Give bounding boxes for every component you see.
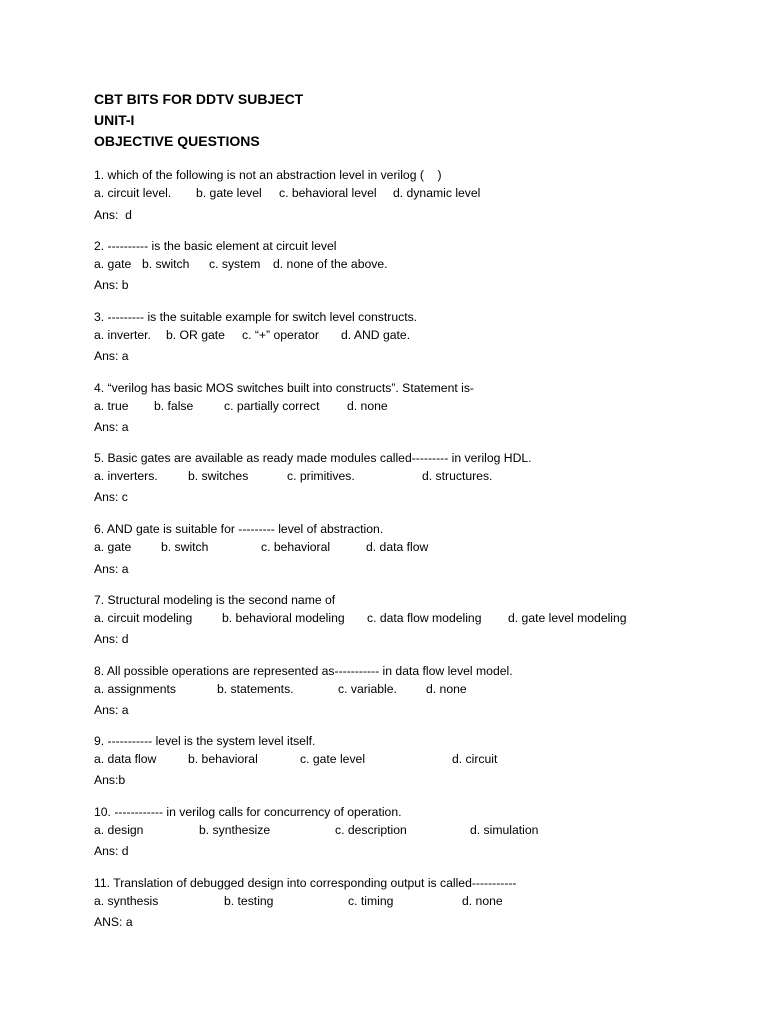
option-a: a. synthesis: [94, 894, 159, 908]
option-d: d. none: [347, 399, 388, 413]
option-c: c. behavioral: [261, 540, 331, 554]
question-text: 2. ---------- is the basic element at circuit level: [94, 239, 337, 253]
option-b: b. behavioral: [188, 752, 258, 766]
option-d: d. none of the above.: [273, 257, 388, 271]
answer-text: Ans: a: [94, 420, 129, 434]
option-a: a. design: [94, 823, 144, 837]
answer-text: Ans: d: [94, 632, 129, 646]
option-c: c. data flow modeling: [367, 611, 482, 625]
option-a: a. circuit modeling: [94, 611, 193, 625]
option-b: b. switches: [188, 469, 249, 483]
option-b: b. false: [154, 399, 194, 413]
question-text: 8. All possible operations are represented as----------- in data flow level model.: [94, 664, 513, 678]
question-text: 9. ----------- level is the system level itself.: [94, 734, 316, 748]
option-d: d. AND gate.: [341, 328, 411, 342]
option-b: b. statements.: [217, 682, 294, 696]
question-text: 10. ------------ in verilog calls for concurrency of operation.: [94, 805, 402, 819]
section-heading: OBJECTIVE QUESTIONS: [94, 133, 260, 149]
option-b: b. testing: [224, 894, 274, 908]
option-a: a. gate: [94, 257, 132, 271]
document-title: CBT BITS FOR DDTV SUBJECT: [94, 91, 304, 107]
option-b: b. switch: [142, 257, 190, 271]
option-d: d. simulation: [470, 823, 539, 837]
answer-text: Ans: d: [94, 208, 132, 222]
option-a: a. gate: [94, 540, 132, 554]
option-d: d. none: [426, 682, 467, 696]
option-c: c. primitives.: [287, 469, 355, 483]
answer-text: Ans: d: [94, 844, 129, 858]
option-c: c. description: [335, 823, 407, 837]
option-c: c. timing: [348, 894, 394, 908]
answer-text: Ans: a: [94, 349, 129, 363]
option-c: c. system: [209, 257, 261, 271]
option-c: c. variable.: [338, 682, 397, 696]
answer-text: Ans: c: [94, 490, 128, 504]
option-d: d. structures.: [422, 469, 493, 483]
option-d: d. data flow: [366, 540, 429, 554]
question-text: 3. --------- is the suitable example for switch level constructs.: [94, 310, 418, 324]
question-text: 1. which of the following is not an abstraction level in verilog ( ): [94, 168, 442, 182]
answer-text: ANS: a: [94, 915, 133, 929]
option-b: b. behavioral modeling: [222, 611, 345, 625]
option-c: c. gate level: [300, 752, 366, 766]
answer-text: Ans: b: [94, 278, 129, 292]
question-text: 7. Structural modeling is the second name of: [94, 593, 336, 607]
question-text: 4. “verilog has basic MOS switches built into constructs”. Statement is-: [94, 381, 474, 395]
option-a: a. circuit level.: [94, 186, 172, 200]
answer-text: Ans: a: [94, 703, 129, 717]
option-d: d. dynamic level: [393, 186, 481, 200]
option-a: a. data flow: [94, 752, 157, 766]
option-d: d. none: [462, 894, 503, 908]
option-b: b. OR gate: [166, 328, 225, 342]
option-a: a. inverter.: [94, 328, 151, 342]
option-d: d. circuit: [452, 752, 498, 766]
option-d: d. gate level modeling: [508, 611, 627, 625]
option-a: a. true: [94, 399, 129, 413]
answer-text: Ans: a: [94, 562, 129, 576]
answer-text: Ans:b: [94, 773, 126, 787]
option-b: b. synthesize: [199, 823, 271, 837]
option-b: b. gate level: [196, 186, 262, 200]
option-b: b. switch: [161, 540, 209, 554]
option-c: c. behavioral level: [279, 186, 377, 200]
unit-heading: UNIT-I: [94, 112, 135, 128]
option-c: c. “+” operator: [242, 328, 319, 342]
option-c: c. partially correct: [224, 399, 320, 413]
option-a: a. assignments: [94, 682, 176, 696]
question-text: 6. AND gate is suitable for --------- level of abstraction.: [94, 522, 384, 536]
question-text: 5. Basic gates are available as ready made modules called--------- in verilog HDL.: [94, 451, 532, 465]
question-text: 11. Translation of debugged design into corresponding output is called-----------: [94, 876, 517, 890]
option-a: a. inverters.: [94, 469, 158, 483]
